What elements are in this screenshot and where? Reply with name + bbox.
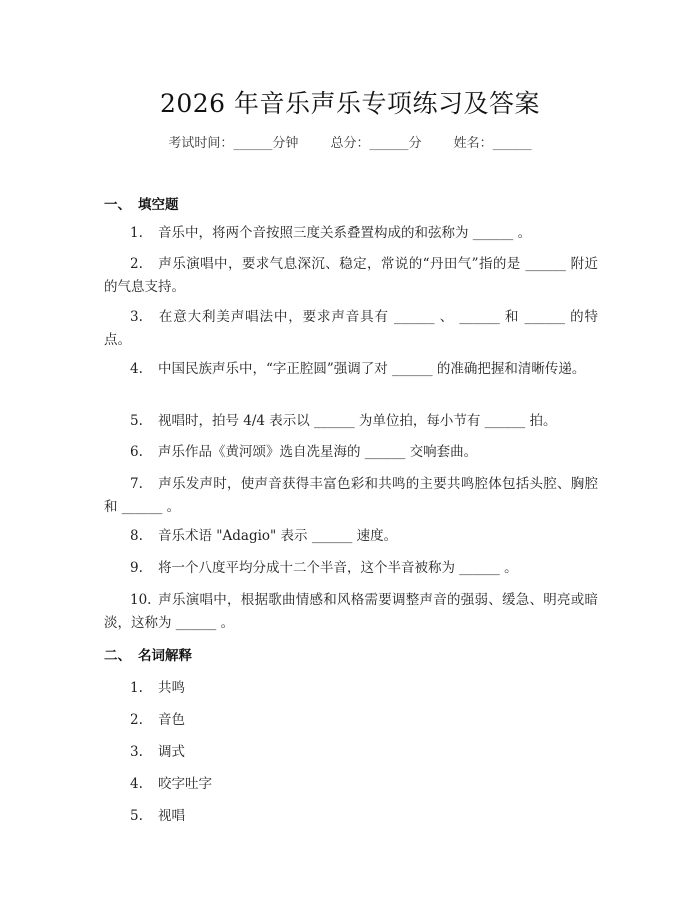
term-text: 共鸣 — [158, 680, 185, 696]
term-number: 3. — [130, 744, 143, 760]
question-item — [104, 358, 598, 381]
question-text: 声乐演唱中，根据歌曲情感和风格需要调整声音的强弱、缓急、明亮或暗淡，这称为 ______ 。 — [104, 592, 598, 631]
question-text: 声乐演唱中，要求气息深沉、稳定，常说的“丹田气”指的是 ______ 附近的气息支持。 — [104, 256, 598, 295]
term-number: 4. — [130, 776, 143, 792]
question-item — [104, 306, 598, 352]
section-heading-fill-blank — [104, 193, 179, 213]
exam-meta — [0, 132, 700, 151]
exam-time: 考试时间：______分钟 — [168, 136, 299, 151]
term-item — [130, 740, 185, 760]
term-text: 视唱 — [158, 808, 185, 824]
question-number: 5. — [130, 413, 143, 429]
question-text: 将一个八度平均分成十二个半音，这个半音被称为 ______ 。 — [158, 560, 518, 576]
question-number: 2. — [130, 256, 143, 272]
document-title: 2026 年音乐声乐专项练习及答案 — [159, 89, 541, 118]
question-item — [104, 473, 598, 519]
term-item — [130, 804, 185, 824]
question-item — [104, 253, 598, 299]
section-heading-terms — [104, 644, 192, 664]
question-number: 9. — [130, 560, 143, 576]
term-item — [130, 708, 185, 728]
question-number: 7. — [130, 476, 143, 492]
term-item — [130, 772, 212, 792]
student-name: 姓名：______ — [453, 136, 532, 151]
section-title: 填空题 — [138, 197, 179, 213]
question-text: 声乐发声时，使声音获得丰富色彩和共鸣的主要共鸣腔体包括头腔、胸腔和 ______ 。 — [104, 476, 598, 515]
question-number: 6. — [130, 444, 143, 460]
question-item — [104, 589, 598, 635]
question-number: 8. — [130, 528, 143, 544]
question-number: 3. — [130, 309, 143, 325]
term-number: 2. — [130, 712, 143, 728]
question-number: 1. — [130, 225, 143, 241]
section-number: 一、 — [104, 197, 131, 213]
term-item — [130, 676, 185, 696]
question-number: 10. — [130, 592, 152, 608]
question-text: 音乐术语 "Adagio" 表示 ______ 速度。 — [158, 528, 398, 544]
question-item — [104, 441, 598, 464]
term-number: 1. — [130, 680, 143, 696]
question-text: 中国民族声乐中，“字正腔圆”强调了对 ______ 的准确把握和清晰传递。 — [158, 361, 586, 377]
exam-score: 总分：______分 — [330, 136, 422, 151]
question-item — [104, 222, 598, 245]
question-item — [104, 557, 598, 580]
question-text: 视唱时，拍号 4/4 表示以 ______ 为单位拍，每小节有 ______ 拍。 — [158, 413, 557, 429]
question-item — [104, 525, 598, 548]
question-text: 音乐中，将两个音按照三度关系叠置构成的和弦称为 ______ 。 — [158, 225, 532, 241]
question-text: 在意大利美声唱法中，要求声音具有 ______ 、 ______ 和 ______ 的特点。 — [104, 309, 598, 348]
section-number: 二、 — [104, 648, 131, 664]
term-text: 调式 — [158, 744, 185, 760]
question-number: 4. — [130, 361, 143, 377]
section-title: 名词解释 — [138, 648, 192, 664]
question-item — [104, 410, 598, 433]
term-number: 5. — [130, 808, 143, 824]
question-text: 声乐作品《黄河颂》选自冼星海的 ______ 交响套曲。 — [158, 444, 478, 460]
term-text: 音色 — [158, 712, 185, 728]
term-text: 咬字吐字 — [158, 776, 212, 792]
